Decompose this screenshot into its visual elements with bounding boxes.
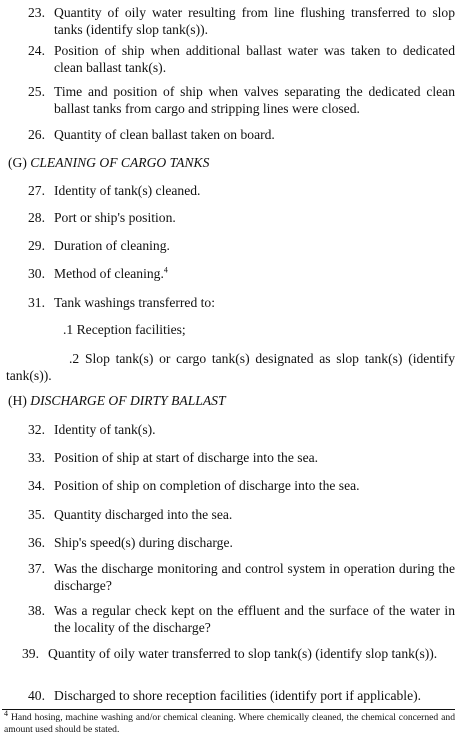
list-item-23 (0, 4, 455, 38)
list-item-37 (0, 560, 455, 594)
sub-item-number: .1 (63, 322, 74, 337)
item-text: Quantity of oily water transferred to slop tank(s) (identify slop tank(s)). (48, 646, 438, 661)
sub-item-1 (0, 321, 455, 338)
list-item-39 (0, 645, 455, 662)
item-number: 34. (28, 478, 45, 493)
item-text: Quantity of oily water resulting from line flushing transferred to slop tanks (identify slop tank(s)). (54, 5, 455, 37)
sub-item-text: Slop tank(s) or cargo tank(s) designated as slop tank(s) (identify tank(s)). (6, 351, 455, 383)
item-number: 35. (28, 507, 45, 522)
list-item-38 (0, 602, 455, 636)
item-number: 31. (28, 295, 45, 310)
list-item-40 (0, 687, 455, 704)
item-text: Position of ship at start of discharge into the sea. (54, 450, 319, 465)
footnote-text: Hand hosing, machine washing and/or chemical cleaning. Where chemically cleaned, the chemical concerned and amount used should be stated. (4, 712, 456, 735)
section-heading-h (8, 392, 226, 409)
item-number: 38. (28, 603, 45, 618)
item-number: 37. (28, 561, 45, 576)
item-text: Was the discharge monitoring and control system in operation during the discharge? (54, 561, 455, 593)
item-text: Time and position of ship when valves separating the dedicated clean ballast tanks from cargo and stripping lines were closed. (54, 84, 455, 116)
item-text: Position of ship on completion of discharge into the sea. (54, 478, 360, 493)
section-letter: (H) (8, 393, 27, 408)
item-text: Identity of tank(s). (54, 422, 156, 437)
list-item-34 (0, 477, 455, 494)
list-item-33 (0, 449, 455, 466)
item-text: Ship's speed(s) during discharge. (54, 535, 233, 550)
list-item-35 (0, 506, 455, 523)
item-number: 26. (28, 127, 45, 142)
item-number: 39. (22, 646, 39, 661)
list-item-24 (0, 42, 455, 76)
item-text: Discharged to shore reception facilities (identify port if applicable). (54, 688, 422, 703)
item-number: 33. (28, 450, 45, 465)
item-number: 28. (28, 210, 45, 225)
item-number: 32. (28, 422, 45, 437)
sub-item-text: Reception facilities; (76, 322, 186, 337)
item-text: Was a regular check kept on the effluent and the surface of the water in the locality of the discharge? (54, 603, 455, 635)
item-text: Tank washings transferred to: (54, 295, 215, 310)
item-number: 36. (28, 535, 45, 550)
item-text: Quantity of clean ballast taken on board. (54, 127, 275, 142)
item-text: Method of cleaning. (54, 266, 164, 281)
list-item-28 (0, 209, 455, 226)
section-heading-g (8, 154, 209, 171)
section-title: DISCHARGE OF DIRTY BALLAST (30, 393, 226, 408)
sub-item-2 (6, 350, 455, 384)
footnote-mark: 4 (4, 708, 8, 718)
item-text: Port or ship's position. (54, 210, 176, 225)
item-text: Duration of cleaning. (54, 238, 170, 253)
footnote-divider (2, 709, 455, 710)
list-item-25 (0, 83, 455, 117)
list-item-36 (0, 534, 455, 551)
list-item-29 (0, 237, 455, 254)
item-number: 29. (28, 238, 45, 253)
item-text: Identity of tank(s) cleaned. (54, 183, 201, 198)
section-title: CLEANING OF CARGO TANKS (30, 155, 210, 170)
sub-item-number: .2 (69, 351, 80, 366)
list-item-31 (0, 294, 455, 311)
footnote (4, 708, 456, 735)
section-letter: (G) (8, 155, 27, 170)
item-number: 25. (28, 84, 45, 99)
item-number: 24. (28, 43, 45, 58)
item-text: Quantity discharged into the sea. (54, 507, 233, 522)
item-text: Position of ship when additional ballast water was taken to dedicated clean ballast tank(s). (54, 43, 455, 75)
list-item-32 (0, 421, 455, 438)
item-number: 40. (28, 688, 45, 703)
list-item-26 (0, 126, 455, 143)
item-number: 27. (28, 183, 45, 198)
item-number: 23. (28, 5, 45, 20)
footnote-reference: 4 (163, 265, 168, 275)
list-item-30 (0, 265, 455, 282)
item-number: 30. (28, 266, 45, 281)
list-item-27 (0, 182, 455, 199)
